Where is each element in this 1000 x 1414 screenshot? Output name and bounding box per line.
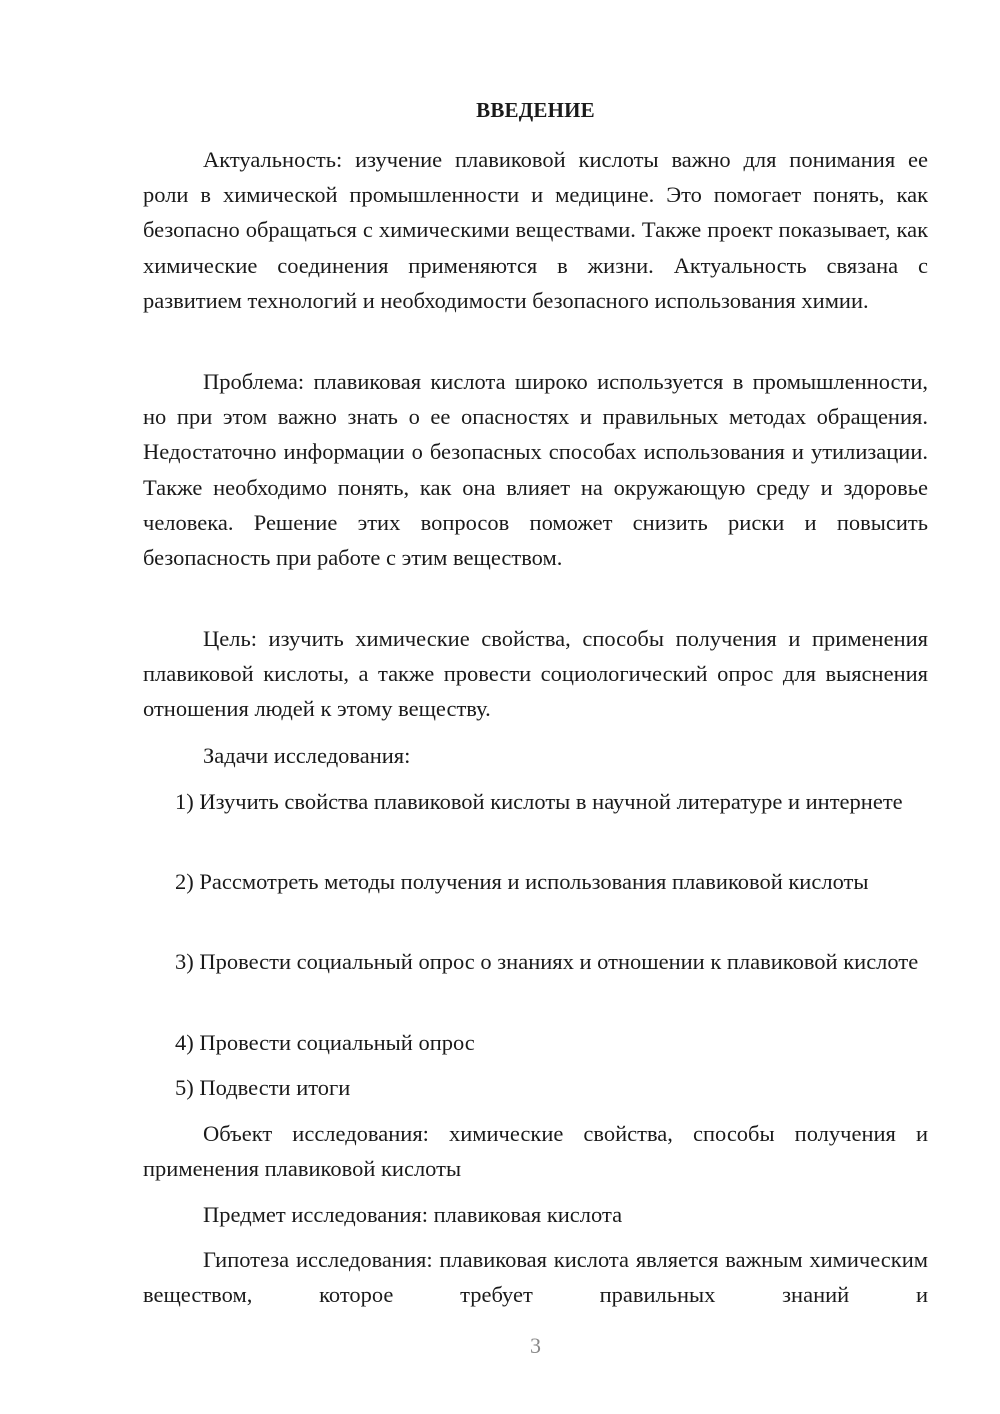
paragraph-problem: Проблема: плавиковая кислота широко используется в промышленности, но при этом важно знать о ее опасностях и правильных методах обращения. Недостаточно информации о безопасных способах использования и утилизации. Также необходимо понять, как она влияет на окружающую среду и здоровье человека. Решение этих вопросов поможет снизить риски и повысить безопасность при работе с этим веществом. bbox=[143, 369, 928, 571]
paragraph-relevance: Актуальность: изучение плавиковой кислоты важно для понимания ее роли в химической промышленности и медицине. Это помогает понять, как безопасно обращаться с химическими веществами. Также проект показывает, как химические соединения применяются в жизни. Актуальность связана с развитием технологий и необходимости безопасного использования химии. bbox=[143, 147, 928, 313]
task-item-1: 1) Изучить свойства плавиковой кислоты в научной литературе и интернете bbox=[175, 789, 903, 814]
task-item-4: 4) Провести социальный опрос bbox=[175, 1030, 475, 1055]
document-title: ВВЕДЕНИЕ bbox=[476, 98, 595, 122]
task-item-5: 5) Подвести итоги bbox=[175, 1075, 351, 1100]
paragraph-subject: Предмет исследования: плавиковая кислота bbox=[203, 1202, 623, 1227]
task-item-3: 3) Провести социальный опрос о знаниях и отношении к плавиковой кислоте bbox=[175, 949, 919, 974]
paragraph-goal: Цель: изучить химические свойства, способы получения и применения плавиковой кислоты, а также провести социологический опрос для выяснения отношения людей к этому веществу. bbox=[143, 626, 928, 722]
task-item-2: 2) Рассмотреть методы получения и использования плавиковой кислоты bbox=[175, 869, 869, 894]
page-number: 3 bbox=[530, 1333, 541, 1358]
tasks-heading: Задачи исследования: bbox=[203, 743, 411, 768]
paragraph-object: Объект исследования: химические свойства, способы получения и применения плавиковой кислоты bbox=[143, 1121, 928, 1182]
paragraph-hypothesis: Гипотеза исследования: плавиковая кислота является важным химическим веществом, которое требует правильных знаний и bbox=[143, 1247, 928, 1308]
